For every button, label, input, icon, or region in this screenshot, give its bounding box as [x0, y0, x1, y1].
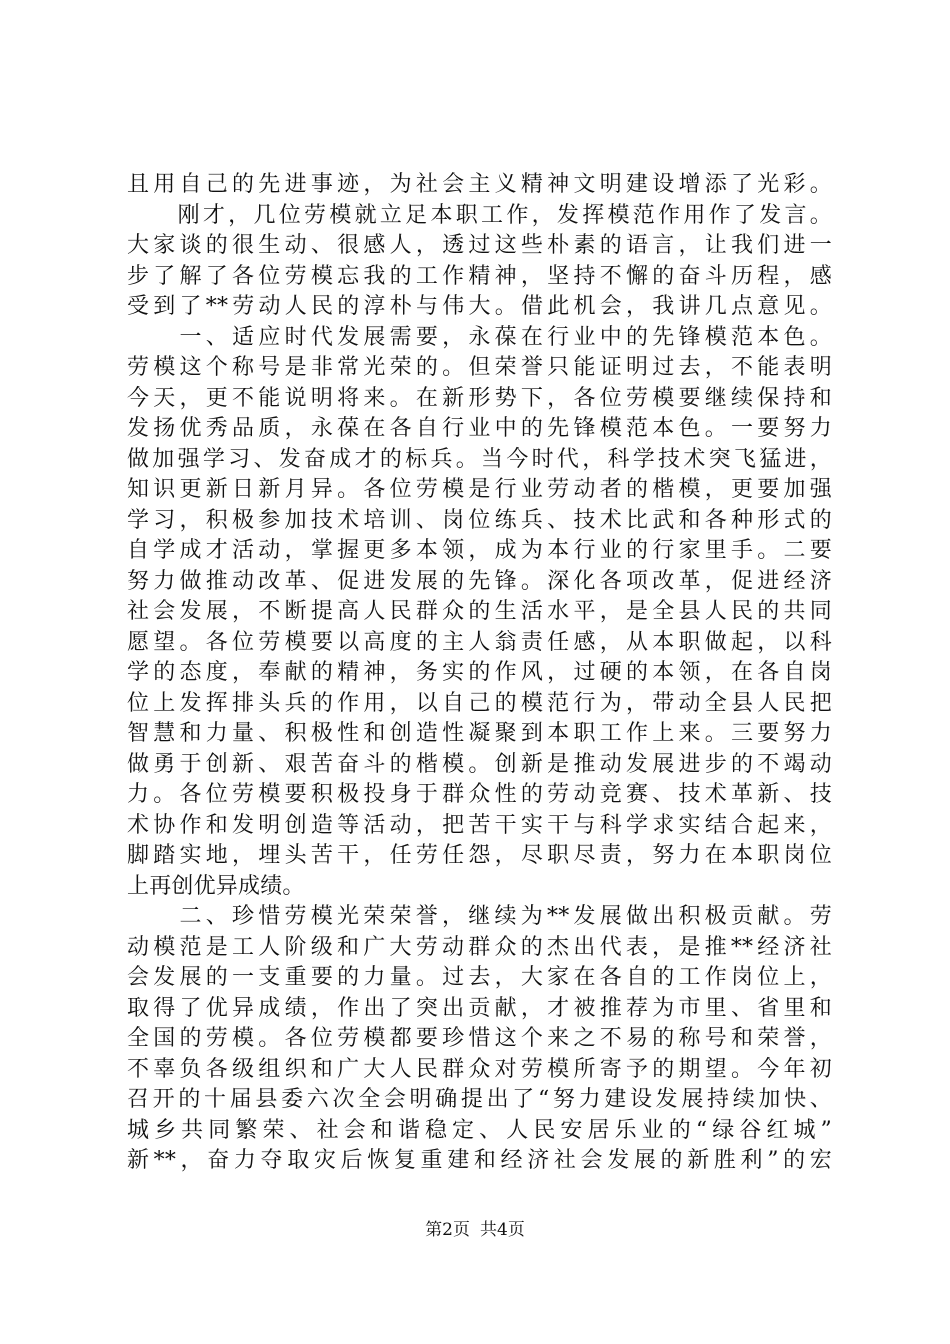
text-line: 今天，更不能说明将来。在新形势下，各位劳模要继续保持和	[127, 385, 832, 411]
text-line: 脚踏实地，埋头苦干，任劳任怨，尽职尽责，努力在本职岗位	[127, 843, 832, 868]
page-number: 第2页	[425, 1220, 470, 1240]
text-line: 会发展的一支重要的力量。过去，大家在各自的工作岗位上，	[127, 965, 832, 990]
text-line: 城乡共同繁荣、社会和谐稳定、人民安居乐业的“绿谷红城”	[127, 1117, 832, 1143]
text-line: 且用自己的先进事迹，为社会主义精神文明建设增添了光彩。	[127, 172, 832, 197]
text-line: 劳模这个称号是非常光荣的。但荣誉只能证明过去，不能表明	[127, 355, 832, 380]
text-line: 学习，积极参加技术培训、岗位练兵、技术比武和各种形式的	[127, 507, 832, 533]
text-line: 努力做推动改革、促进发展的先锋。深化各项改革，促进经济	[127, 568, 832, 594]
text-line: 发扬优秀品质，永葆在各自行业中的先锋模范本色。一要努力	[127, 416, 832, 441]
text-line: 不辜负各级组织和广大人民群众对劳模所寄予的期望。今年初	[127, 1056, 832, 1082]
text-line: 力。各位劳模要积极投身于群众性的劳动竞赛、技术革新、技	[127, 782, 832, 807]
text-line: 知识更新日新月异。各位劳模是行业劳动者的楷模，更要加强	[127, 477, 832, 502]
text-line: 做勇于创新、艰苦奋斗的楷模。创新是推动发展进步的不竭动	[127, 751, 832, 777]
text-line: 动模范是工人阶级和广大劳动群众的杰出代表，是推**经济社	[127, 934, 832, 960]
text-line: 上再创优异成绩。	[127, 873, 305, 899]
text-line: 一、适应时代发展需要，永葆在行业中的先锋模范本色。	[127, 324, 832, 350]
text-line: 全国的劳模。各位劳模都要珍惜这个来之不易的称号和荣誉，	[127, 1026, 832, 1051]
text-line: 自学成才活动，掌握更多本领，成为本行业的行家里手。二要	[127, 538, 832, 563]
text-line: 大家谈的很生动、很感人，透过这些朴素的语言，让我们进一	[127, 233, 832, 258]
text-line: 学的态度，奉献的精神，务实的作风，过硬的本领，在各自岗	[127, 660, 832, 685]
text-line: 刚才，几位劳模就立足本职工作，发挥模范作用作了发言。	[127, 202, 832, 228]
text-line: 智慧和力量、积极性和创造性凝聚到本职工作上来。三要努力	[127, 721, 832, 746]
text-line: 召开的十届县委六次全会明确提出了“努力建设发展持续加快、	[127, 1087, 832, 1112]
text-line: 步了解了各位劳模忘我的工作精神，坚持不懈的奋斗历程，感	[127, 263, 832, 289]
text-line: 术协作和发明创造等活动，把苦干实干与科学求实结合起来，	[127, 812, 832, 838]
text-line: 社会发展，不断提高人民群众的生活水平，是全县人民的共同	[127, 599, 832, 624]
page-footer	[0, 1219, 950, 1241]
document-body	[127, 170, 832, 1177]
text-line: 愿望。各位劳模要以高度的主人翁责任感，从本职做起，以科	[127, 629, 832, 655]
page-total: 共4页	[480, 1220, 525, 1240]
text-line: 新**，奋力夺取灾后恢复重建和经济社会发展的新胜利”的宏	[127, 1148, 832, 1173]
text-line: 受到了**劳动人民的淳朴与伟大。借此机会，我讲几点意见。	[127, 294, 832, 319]
text-line: 位上发挥排头兵的作用，以自己的模范行为，带动全县人民把	[127, 690, 832, 716]
text-line: 取得了优异成绩，作出了突出贡献，才被推荐为市里、省里和	[127, 995, 832, 1021]
text-line: 二、珍惜劳模光荣荣誉，继续为**发展做出积极贡献。劳	[127, 904, 832, 929]
text-line: 做加强学习、发奋成才的标兵。当今时代，科学技术突飞猛进，	[127, 446, 832, 472]
